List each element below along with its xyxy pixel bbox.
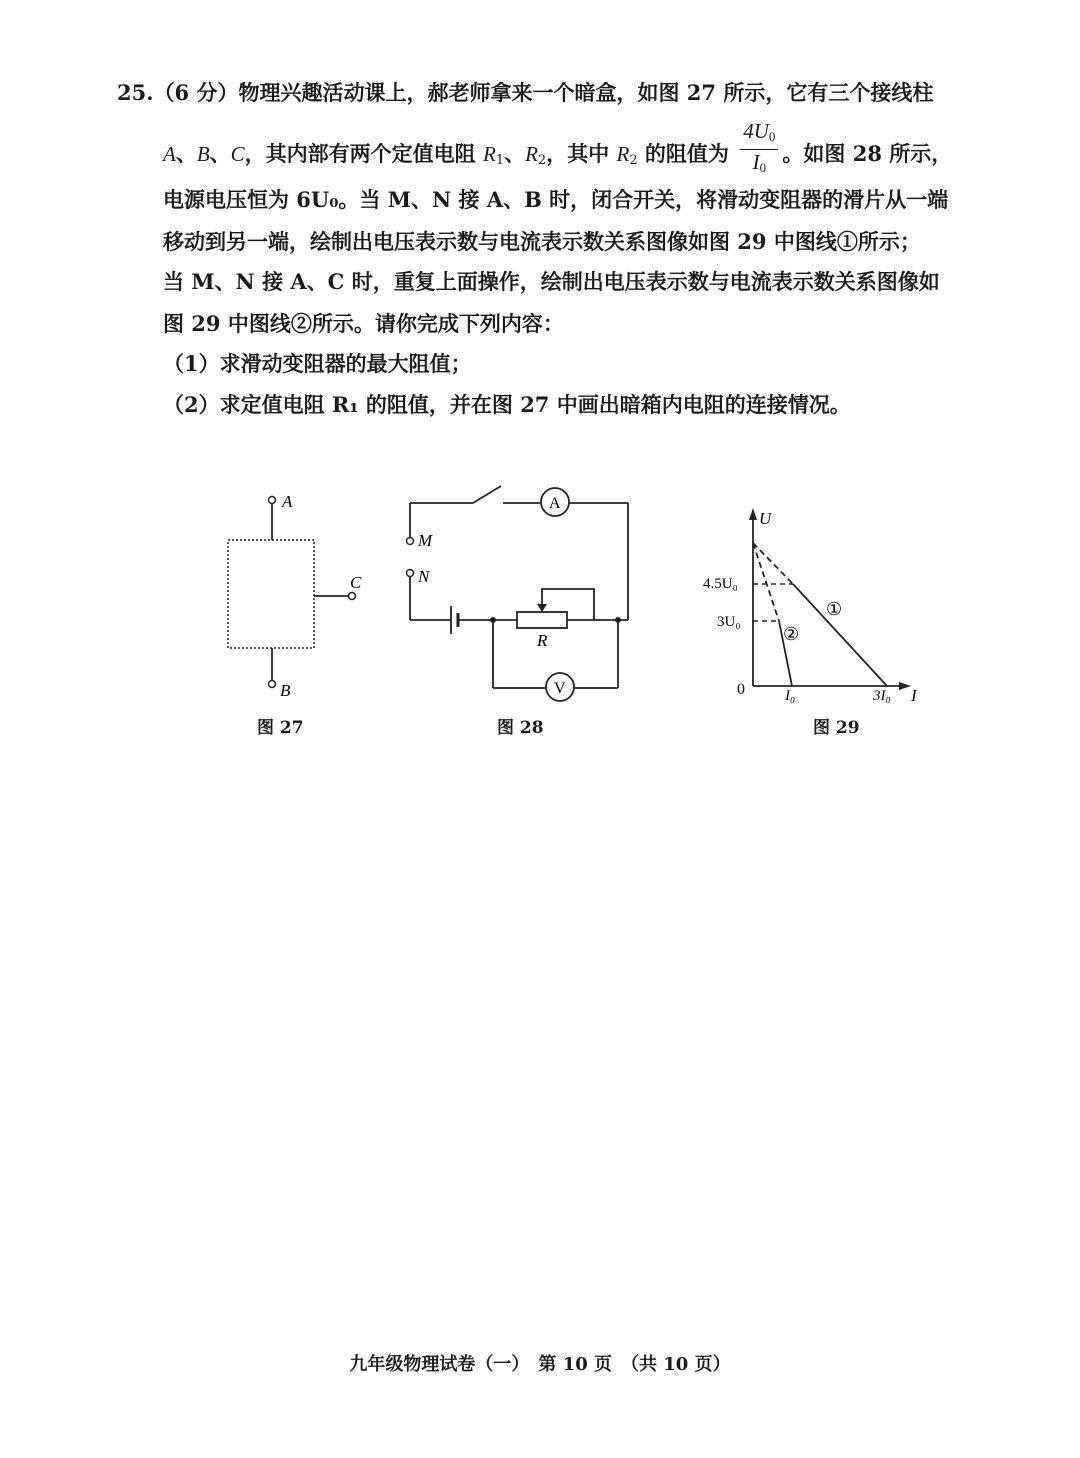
fraction-numerator <box>740 119 778 150</box>
figure-29-caption: 图 29 <box>813 718 860 738</box>
question-line-3: 电源电压恒为 6U₀。当 M、N 接 A、B 时，闭合开关，将滑动变阻器的滑片从一端 <box>163 187 949 212</box>
terminal-m <box>407 538 414 545</box>
x-axis-label: I <box>911 686 917 705</box>
question-line-1 <box>117 78 933 108</box>
numerator-text: 4U <box>743 119 769 143</box>
question-text-2d: 。如图 28 所示， <box>782 141 953 166</box>
r2-symbol: R <box>525 142 538 166</box>
r2-subscript: 2 <box>629 153 638 168</box>
terminal-n <box>407 570 414 577</box>
line2-extension <box>753 543 779 621</box>
r1-symbol: R <box>482 142 496 166</box>
y-axis-label: U <box>759 509 772 528</box>
sub-question-1: （1）求滑动变阻器的最大阻值； <box>163 351 472 376</box>
terminal-m-label: M <box>418 531 433 550</box>
question-text-2c: 的阻值为 <box>637 141 729 166</box>
question-text-2b: ，其中 <box>546 141 617 166</box>
rheostat <box>517 612 567 628</box>
ammeter-label: A <box>549 495 561 512</box>
sub-question-2: （2）求定值电阻 R₁ 的阻值，并在图 27 中画出暗箱内电阻的连接情况。 <box>163 392 851 417</box>
terminal-c-label: C <box>350 573 362 592</box>
terminal-n-label: N <box>418 567 430 586</box>
terminal-a <box>269 497 276 504</box>
figure-27-caption: 图 27 <box>257 718 304 738</box>
separator: 、 <box>209 141 231 166</box>
question-text-2a: ，其内部有两个定值电阻 <box>244 141 483 166</box>
terminal-b <box>269 681 276 688</box>
line-1-label: ① <box>826 599 843 619</box>
x-tick2-label: 3I₀ <box>873 688 891 704</box>
separator: 、 <box>504 141 526 166</box>
figure-29-graph <box>695 500 935 710</box>
switch <box>473 486 501 503</box>
question-line-6: 图 29 中图线②所示。请你完成下列内容： <box>163 311 564 336</box>
origin-label: 0 <box>737 681 745 698</box>
terminal-b-ref: B <box>196 142 210 166</box>
page-footer: 九年级物理试卷（一） 第 10 页 （共 10 页） <box>349 1354 731 1375</box>
r2-value-fraction <box>740 119 778 180</box>
terminal-c <box>349 593 356 600</box>
r2-subscript: 2 <box>537 153 547 168</box>
terminal-a-label: A <box>282 492 293 511</box>
question-line-4: 移动到另一端，绘制出电压表示数与电流表示数关系图像如图 29 中图线①所示； <box>163 229 921 254</box>
r1-subscript: 1 <box>495 153 505 168</box>
x-axis-arrow <box>899 682 911 690</box>
figure-28-circuit <box>395 480 645 710</box>
terminal-a-ref: A <box>163 142 176 166</box>
y-tick2-label: 3U₀ <box>717 614 741 630</box>
question-number: 25. <box>117 80 154 105</box>
y-tick1-label: 4.5U₀ <box>703 576 738 592</box>
line-2-label: ② <box>783 624 800 644</box>
question-points: （6 分） <box>153 80 239 105</box>
rheostat-label: R <box>537 631 548 650</box>
numerator-subscript: 0 <box>768 129 776 144</box>
terminal-c-ref: C <box>230 142 245 166</box>
rheostat-slider-arrow <box>537 604 547 612</box>
question-line-2 <box>163 119 953 186</box>
question-line-5: 当 M、N 接 A、C 时，重复上面操作，绘制出电压表示数与电流表示数关系图像如 <box>163 269 940 294</box>
terminal-b-label: B <box>280 681 291 700</box>
figure-27-black-box <box>210 480 380 710</box>
y-axis-arrow <box>749 508 757 520</box>
figure-28-caption: 图 28 <box>497 718 544 738</box>
x-tick1-label: I₀ <box>785 688 796 704</box>
fraction-denominator <box>740 150 778 180</box>
r2-symbol: R <box>616 142 630 166</box>
denominator-subscript: 0 <box>759 160 767 175</box>
question-text-1: 物理兴趣活动课上，郝老师拿来一个暗盒，如图 27 所示，它有三个接线柱 <box>238 80 934 105</box>
black-box-outline <box>228 540 314 648</box>
voltmeter-label: V <box>554 680 566 697</box>
denominator-text: I <box>752 150 760 174</box>
separator: 、 <box>175 141 197 166</box>
